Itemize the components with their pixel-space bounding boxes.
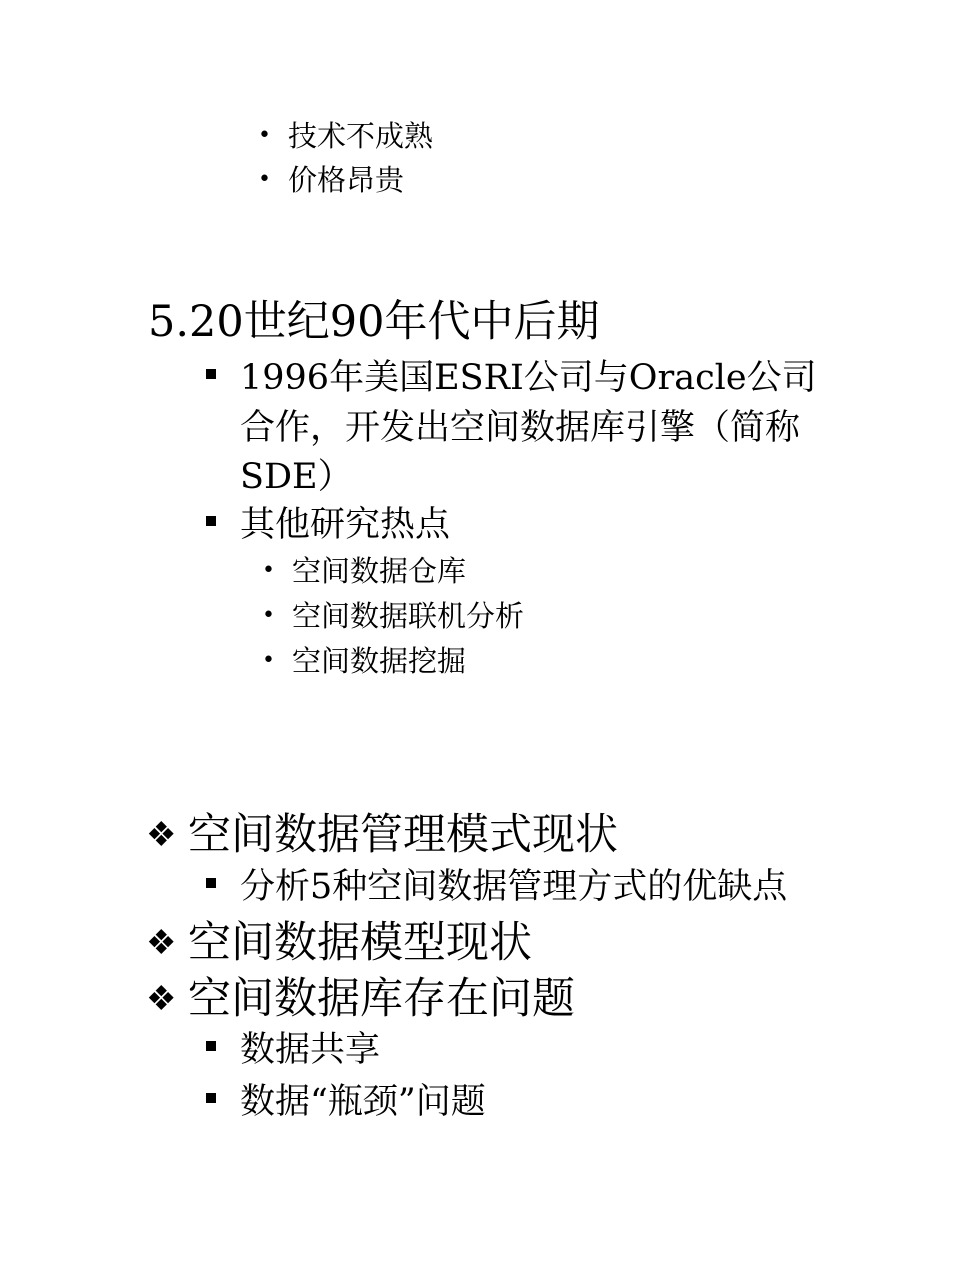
bullet-text: 价格昂贵 <box>288 163 405 197</box>
bullet-dot-icon: • <box>258 167 271 192</box>
list-item <box>206 499 450 551</box>
square-bullet-icon <box>206 1041 216 1051</box>
bullet-item <box>258 114 433 158</box>
bullet-item <box>262 549 466 593</box>
bullet-item <box>262 639 466 683</box>
summary-heading <box>146 805 618 865</box>
diamond-bullet-icon: ❖ <box>146 979 177 1019</box>
paragraph-line: SDE） <box>240 457 353 497</box>
square-bullet-icon <box>206 516 216 526</box>
bullet-item <box>258 158 404 202</box>
list-item-text: 其他研究热点 <box>240 505 451 545</box>
square-bullet-icon <box>206 878 216 888</box>
list-item <box>206 1076 486 1128</box>
square-bullet-icon <box>206 352 240 404</box>
section-heading: 5.20世纪90年代中后期 <box>148 297 600 347</box>
paragraph-line: 1996年美国ESRI公司与Oracle公司 <box>240 358 817 398</box>
diamond-bullet-icon: ❖ <box>146 923 177 963</box>
bullet-text: 技术不成熟 <box>288 119 434 153</box>
bullet-dot-icon: • <box>262 558 275 583</box>
bullet-dot-icon: • <box>258 123 271 148</box>
list-item-text: 分析5种空间数据管理方式的优缺点 <box>240 867 788 907</box>
summary-heading <box>146 969 575 1029</box>
diamond-bullet-icon: ❖ <box>146 815 177 855</box>
list-item-text: 数据共享 <box>240 1030 381 1070</box>
square-bullet-icon <box>206 1093 216 1103</box>
summary-heading <box>146 913 532 973</box>
bullet-dot-icon: • <box>262 603 275 628</box>
bullet-text: 空间数据仓库 <box>292 554 467 588</box>
bullet-text: 空间数据联机分析 <box>292 599 525 633</box>
list-item <box>206 1024 380 1076</box>
heading-text: 空间数据库存在问题 <box>188 974 575 1024</box>
bullet-text: 空间数据挖掘 <box>292 644 467 678</box>
paragraph-line: 合作，开发出空间数据库引擎（简称 <box>240 408 801 448</box>
list-item-text: 数据“瓶颈”问题 <box>240 1082 486 1122</box>
heading-text: 空间数据管理模式现状 <box>188 810 618 860</box>
bullet-dot-icon: • <box>262 648 275 673</box>
heading-text: 空间数据模型现状 <box>188 918 532 968</box>
bullet-item <box>262 594 524 638</box>
list-item <box>206 861 787 913</box>
